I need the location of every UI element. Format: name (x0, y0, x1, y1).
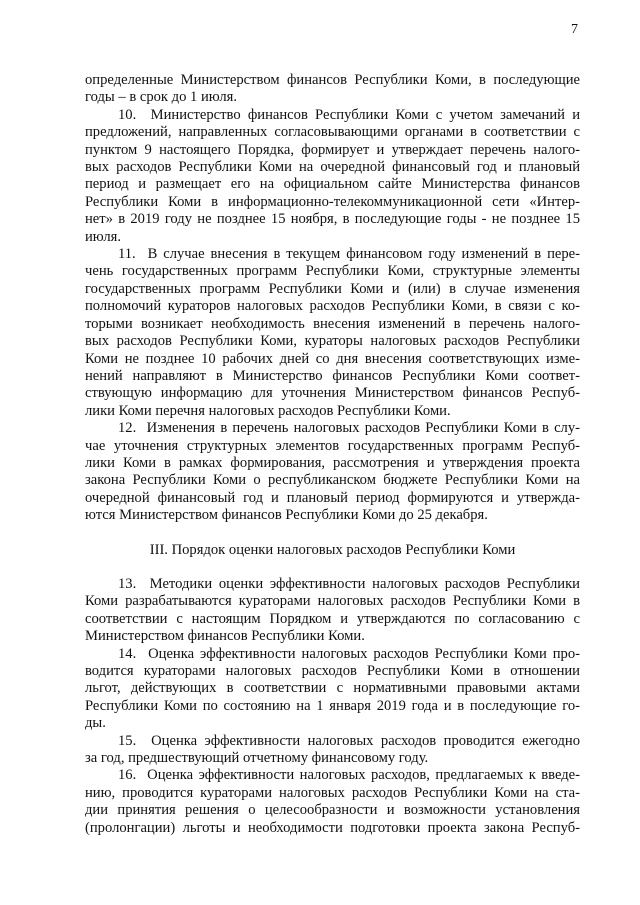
text-line: нию, проводится кураторами налоговых расходов Республики Коми на ста- (85, 784, 580, 801)
document-body (85, 72, 580, 837)
text-line: 12. Изменения в перечень налоговых расходов Республики Коми в слу- (118, 420, 580, 437)
text-line: Коми разрабатываются кураторами налоговых расходов Республики Коми в (85, 593, 580, 610)
text-line: ды. (85, 715, 106, 732)
text-line: льгот, действующих в соответствии с нормативными правовыми актами (85, 680, 580, 697)
text-line: Министерством финансов Республики Коми. (85, 628, 365, 645)
text-line: Республики Коми в информационно-телекоммуникационной сети «Интер- (85, 193, 580, 210)
text-line: торыми возникает необходимость внесения изменений в перечень налого- (85, 315, 580, 332)
section-heading: III. Порядок оценки налоговых расходов Республики Коми (149, 541, 516, 558)
paragraph-continuation (85, 72, 580, 107)
text-line: определенные Министерством финансов Республики Коми, в последующие (85, 72, 580, 88)
text-line: закона Республики Коми о республиканском бюджете Республики Коми на (85, 472, 580, 489)
text-line: водится кураторами налоговых расходов Республики Коми в отношении (85, 663, 580, 679)
text-line: период и размещает его на официальном сайте Министерства финансов (85, 176, 580, 193)
text-line: 13. Методики оценки эффективности налоговых расходов Республики (118, 575, 580, 592)
text-line: чень государственных программ Республики Коми, структурные элементы (85, 263, 580, 280)
text-line: вых расходов Республики Коми на очередной финансовый год и плановый (85, 159, 580, 176)
paragraph-14 (85, 646, 580, 733)
text-line: 14. Оценка эффективности налоговых расходов Республики Коми про- (118, 645, 580, 662)
text-line: соответствии с настоящим Порядком и утверждаются по согласованию с (85, 610, 580, 627)
paragraph-10 (85, 107, 580, 246)
text-line: очередной финансовый год и плановый период формируются и утвержда- (85, 489, 580, 506)
paragraph-13 (85, 576, 580, 646)
paragraph-11 (85, 246, 580, 420)
text-line: Республики Коми по состоянию на 1 января 2019 года и в последующие го- (85, 697, 580, 714)
text-line: лики Коми в рамках формирования, рассмотрения и утверждения проекта (85, 454, 580, 471)
text-line: ются Министерством финансов Республики Коми до 25 декабря. (85, 507, 488, 524)
text-line: пунктом 9 настоящего Порядка, формирует и утверждает перечень налого- (85, 141, 580, 158)
text-line: государственных программ Республики Коми и (или) в случае изменения (85, 280, 580, 297)
text-line: годы – в срок до 1 июля. (85, 89, 237, 106)
text-line: июля. (85, 228, 121, 245)
text-line: 10. Министерство финансов Республики Коми с учетом замечаний и (118, 106, 580, 123)
text-line: (пролонгации) льготы и необходимости подготовки проекта закона Респуб- (85, 819, 580, 836)
text-line: лики Коми перечня налоговых расходов Республики Коми. (85, 402, 451, 419)
text-line: ствующую информацию для уточнения Министерством финансов Респуб- (85, 385, 580, 402)
text-line: нений направляют в Министерство финансов Республики Коми соответ- (85, 367, 580, 384)
text-line: 15. Оценка эффективности налоговых расходов проводится ежегодно (118, 732, 580, 749)
text-line: Коми не позднее 10 рабочих дней со дня внесения соответствующих изме- (85, 350, 580, 367)
text-line: чае уточнения структурных элементов государственных программ Респуб- (85, 437, 580, 454)
paragraph-15 (85, 733, 580, 768)
text-line: полномочий кураторов налоговых расходов Республики Коми, в связи с ко- (85, 298, 580, 315)
paragraph-16 (85, 767, 580, 837)
text-line: 11. В случае внесения в текущем финансовом году изменений в пере- (118, 246, 580, 263)
text-line: нет» в 2019 году не позднее 15 ноября, в последующие годы - не позднее 15 (85, 211, 580, 228)
paragraph-12 (85, 420, 580, 524)
text-line: предложений, направленных согласовывающими органами в соответствии с (85, 124, 580, 141)
text-line: дии принятия решения о целесообразности и возможности установления (85, 802, 580, 819)
page-number: 7 (571, 22, 578, 37)
text-line: вых расходов Республики Коми, кураторы налоговых расходов Республики (85, 333, 580, 350)
text-line: 16. Оценка эффективности налоговых расходов, предлагаемых к введе- (118, 767, 580, 784)
text-line: за год, предшествующий отчетному финансовому году. (85, 750, 429, 767)
